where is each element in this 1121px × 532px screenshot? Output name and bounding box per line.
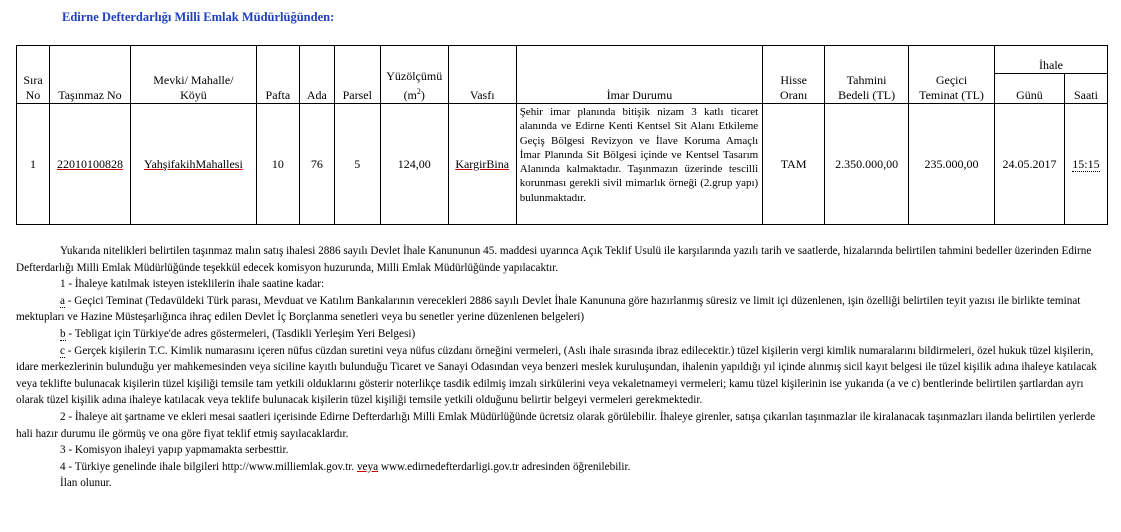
cell-vasfi: KargirBina: [448, 104, 516, 225]
paragraph-2: 2 - İhaleye ait şartname ve ekleri mesai saatleri içerisinde Edirne Defterdarlığı Milli Emlak Müdürlüğünde ücretsiz olarak görülebilir. İhaleye girenler, satışa çıkarılan taşınmazlar ile kiralanacak taşınmazları ilanda belirtilen yerlerde hali hazır durumu ile görmüş ve ona göre fiyat teklif etmiş sayılacaklardır.: [16, 410, 1096, 440]
col-sira: Sıra No: [17, 46, 50, 104]
cell-tasinmaz-no: 22010100828: [49, 104, 130, 225]
col-parsel: Parsel: [334, 46, 380, 104]
cell-ihale-saati: 15:15: [1064, 104, 1107, 225]
veya-link: veya: [356, 460, 379, 473]
cell-sira: 1: [17, 104, 50, 225]
col-ihale-gunu: Günü: [994, 74, 1064, 104]
col-gecici-teminat: Geçici Teminat (TL): [909, 46, 995, 104]
col-ada: Ada: [299, 46, 334, 104]
auction-table: [16, 45, 1108, 225]
paragraph-1c: c - Gerçek kişilerin T.C. Kimlik numarasını içeren nüfus cüzdan suretini veya nüfus cüzdanı örneğini vermeleri, (Aslı ihale sırasında ibraz edilecektir.) tüzel kişilerin vergi kimlik numaralarını bildirmeleri, özel hukuk tüzel kişilerin, idare merkezlerinin bulunduğu yer mahkemesinden veya siciline kayıtlı bulunduğu Ticaret ve Sanayi Odasından veya benzeri meslek kuruluşundan, ihalenin yapıldığı yıl içinde alınmış sicil kayıt belgesi ile tüzel kişilik adına ihaleye katılacak veya teklifte bulunacak kişilerin tüzel kişiliği temsile tam yetkili olduklarını gösterir noterlikçe tasdik edilmiş imzalı sirkülerini veya vekaletnameyi vermeleri; kamu tüzel kişilerinin ise yukarıda (a ve c) bentlerinde belirtilen şartlardan ayrı olarak tüzel kişilik adına ihaleye katılacak veya teklife bulunacak kişilerin tüzel kişiliği temsile yetkili olduğunu belirtir belgeyi vermeleri gerekmektedir.: [16, 344, 1097, 407]
announcement-body: [16, 243, 1108, 492]
paragraph-closing: İlan olunur.: [60, 477, 112, 490]
col-hisse: Hisse Oranı: [763, 46, 825, 104]
col-tahmini-bedel: Tahmini Bedeli (TL): [825, 46, 909, 104]
cell-pafta: 10: [256, 104, 299, 225]
page-title: Edirne Defterdarlığı Milli Emlak Müdürlüğünden:: [62, 10, 335, 24]
paragraph-intro: Yukarıda nitelikleri belirtilen taşınmaz malın satış ihalesi 2886 sayılı Devlet İhale Kanununun 45. maddesi uyarınca Açık Teklif Usulü ile karşılarında yazılı tarih ve saatlerde, hizalarında belirtilen tahmini bedeller üzerinden Edirne Defterdarlığı Milli Emlak Müdürlüğünde teşekkül edecek komisyon huzurunda, Milli Emlak Müdürlüğünde yapılacaktır.: [16, 245, 1092, 274]
paragraph-1: 1 - İhaleye katılmak isteyen isteklilerin ihale saatine kadar:: [60, 278, 325, 291]
col-yuzolcumu: Yüzölçümü $(m^2)$: [380, 46, 448, 104]
cell-imar-durumu: Şehir imar planında bitişik nizam 3 katlı ticaret alanında ve Edirne Kenti Kentsel Sit Alanı Etkileme Geçiş Bölgesi Revizyon ve İlave Koruma Amaçlı İmar Planında Sit Bölgesi içinde ve Kentsel Tasarım Alanında kalmaktadır. Taşınmazın üzerinde tescilli korunması gerekli sivil mimarlık örneği (2.grup yapı) bulunmaktadır.: [516, 104, 763, 225]
table-row: [17, 104, 1108, 225]
cell-tahmini-bedel: 2.350.000,00: [825, 104, 909, 225]
paragraph-4: 4 - Türkiye genelinde ihale bilgileri http://www.milliemlak.gov.tr. veya www.edirnedefterdarligi.gov.tr adresinden öğrenilebilir.: [60, 460, 631, 473]
cell-parsel: 5: [334, 104, 380, 225]
col-imar-durumu: İmar Durumu: [516, 46, 763, 104]
cell-hisse: TAM: [763, 104, 825, 225]
paragraph-1b: b - Tebligat için Türkiye'de adres göstermeleri, (Tasdikli Yerleşim Yeri Belgesi): [60, 327, 416, 340]
paragraph-3: 3 - Komisyon ihaleyi yapıp yapmamakta serbesttir.: [60, 444, 289, 457]
cell-mevki: YahşifakihMahallesi: [130, 104, 256, 225]
cell-ihale-gunu: 24.05.2017: [994, 104, 1064, 225]
paragraph-1a: a - Geçici Teminat (Tedavüldeki Türk parası, Mevduat ve Katılım Bankalarının verecekleri 2886 sayılı Devlet İhale Kanununa göre hazırlanmış süresiz ve limit içi düzenlenen, işin özelliği belirtilen teyit yazısı ile birlikte teminat mektupları ve Hazine Müsteşarlığınca ihraç edilen Devlet İç Borçlanma senetleri veya bu senetler yerine düzenlenen belgeleri): [16, 294, 1081, 324]
cell-ada: 76: [299, 104, 334, 225]
col-ihale-saati: Saati: [1064, 74, 1107, 104]
cell-yuzolcumu: 124,00: [380, 104, 448, 225]
col-tasinmaz-no: Taşınmaz No: [49, 46, 130, 104]
col-ihale: İhale: [994, 46, 1107, 74]
col-pafta: Pafta: [256, 46, 299, 104]
col-vasfi: Vasfı: [448, 46, 516, 104]
col-mevki: Mevki/ Mahalle/ Köyü: [130, 46, 256, 104]
cell-gecici-teminat: 235.000,00: [909, 104, 995, 225]
